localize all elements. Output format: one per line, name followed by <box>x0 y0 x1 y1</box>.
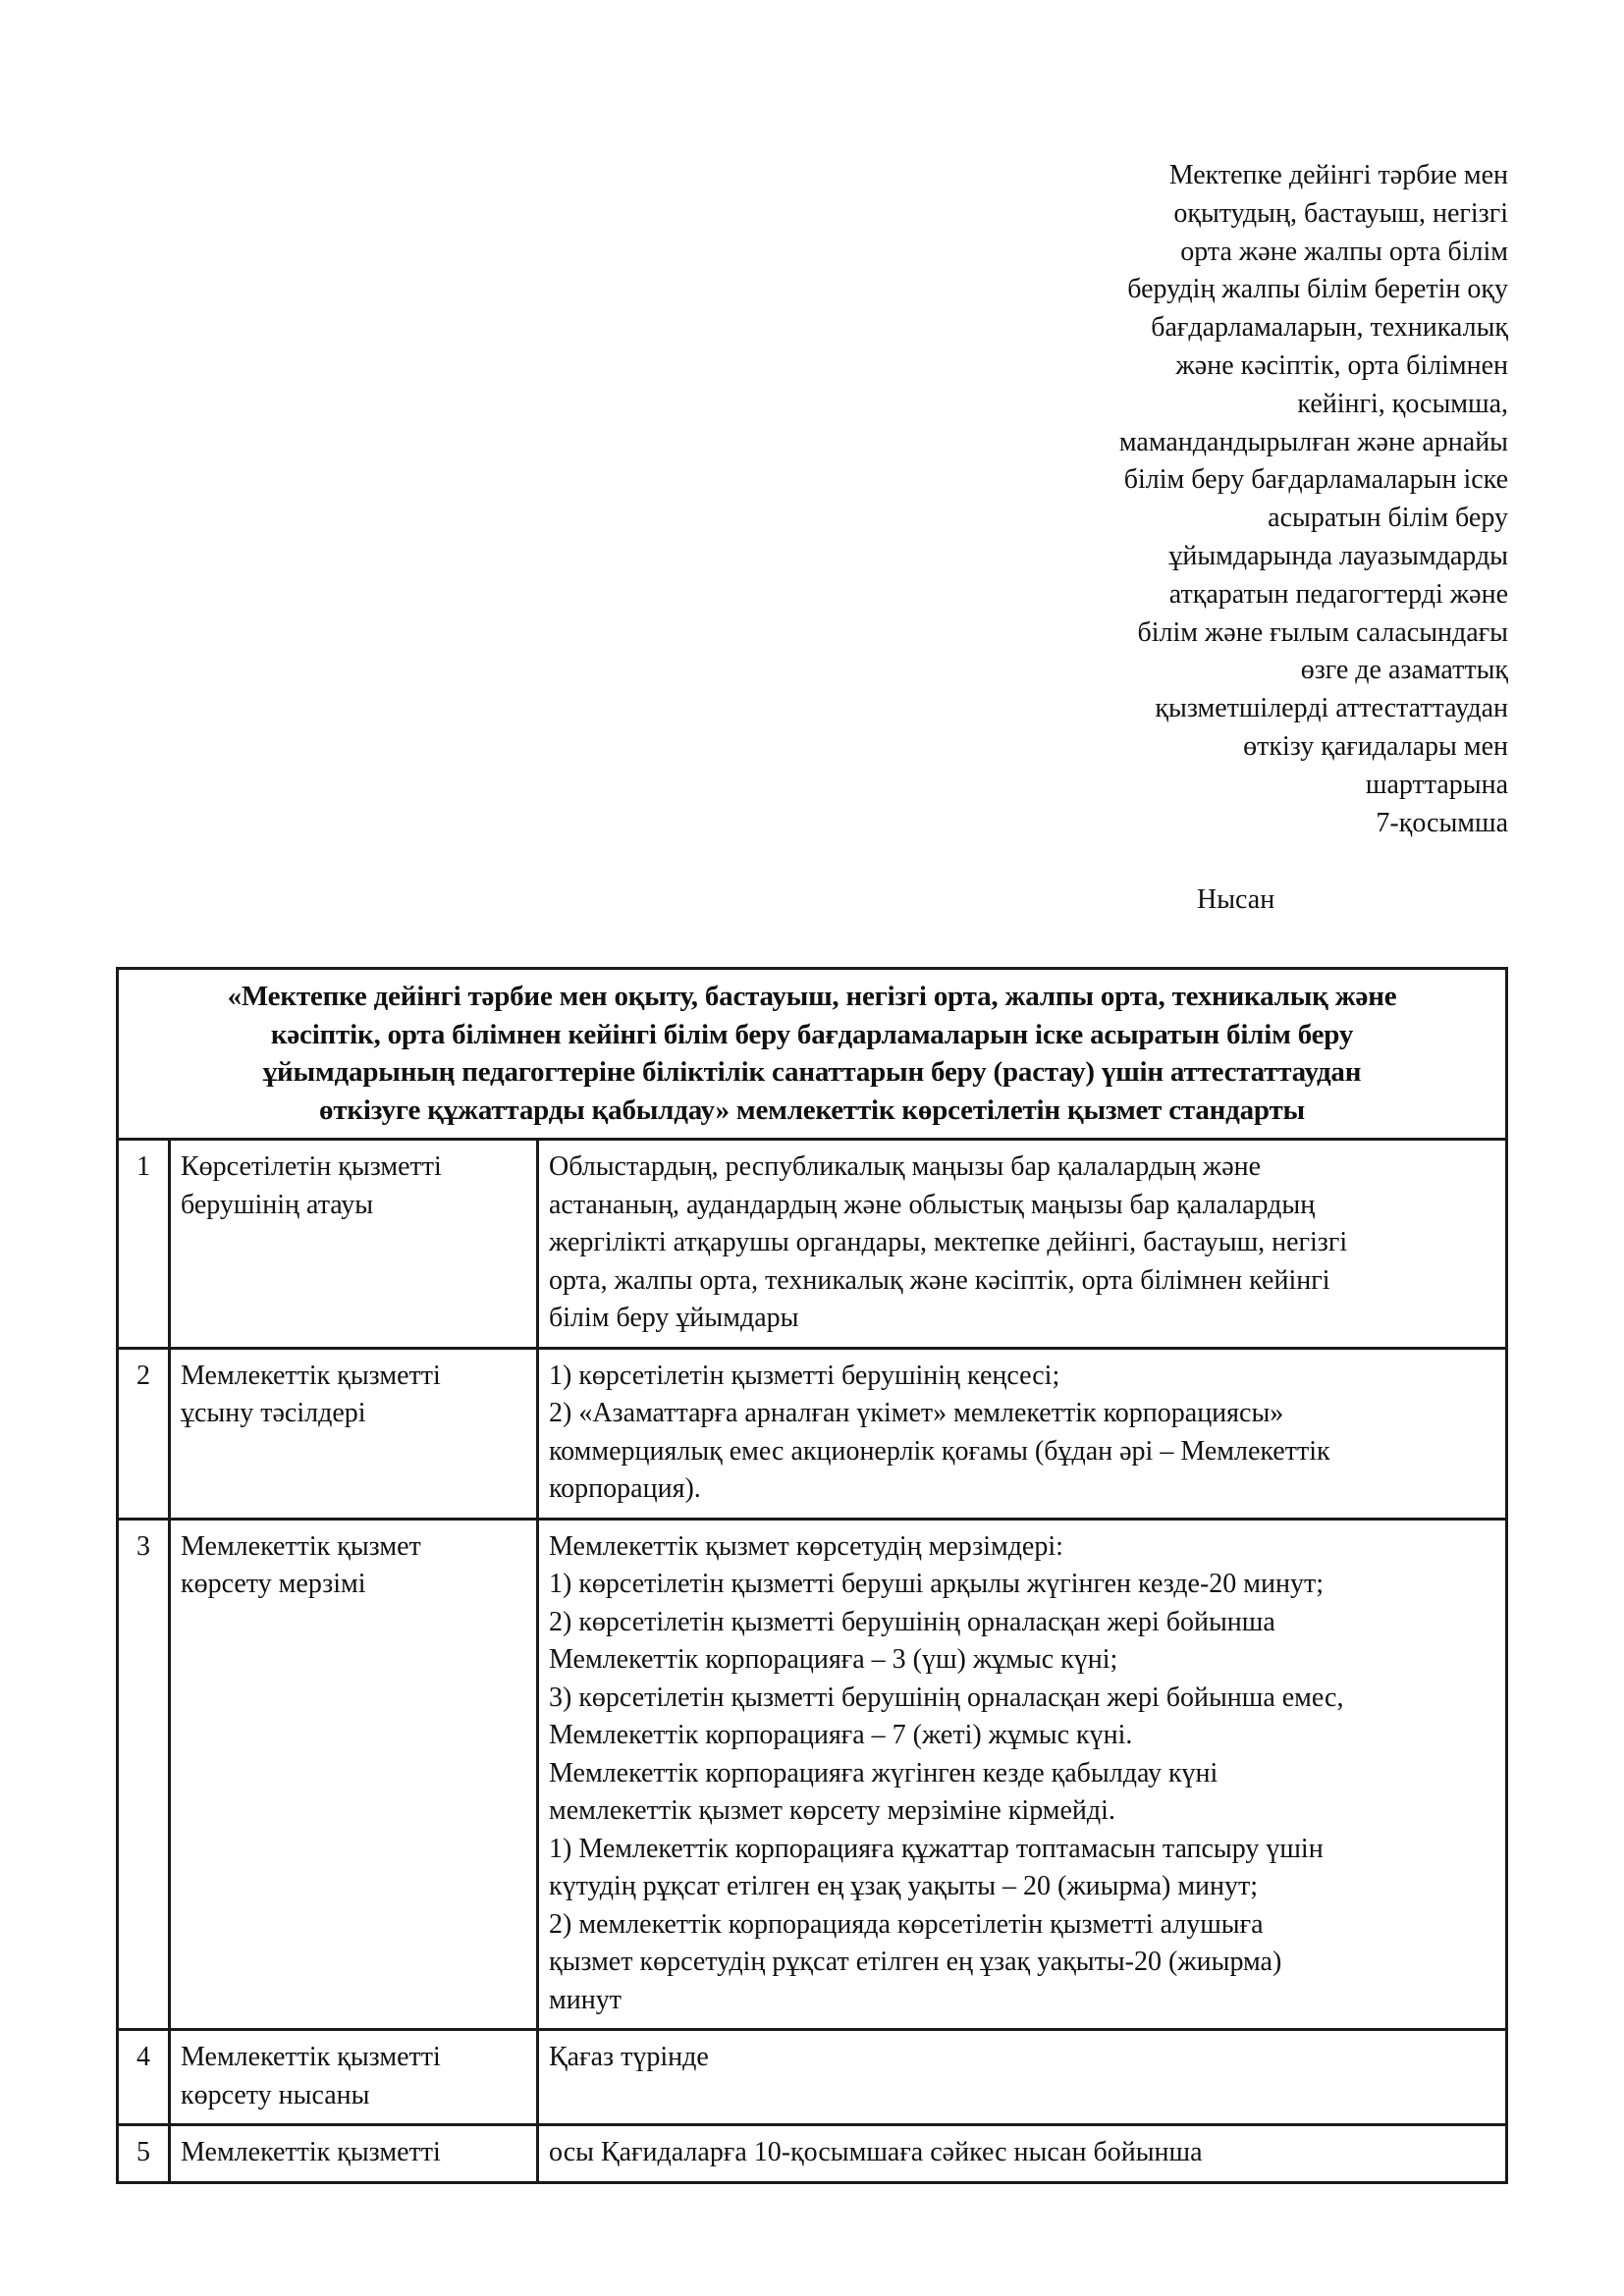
appendix-line: ұйымдарында лауазымдарды <box>1168 540 1508 571</box>
row-name-line: Мемлекеттік қызметті <box>181 1360 441 1391</box>
row-desc-line: 2) мемлекеттік корпорацияда көрсетілетін қызметті алушыға <box>549 1908 1264 1940</box>
appendix-line: білім беру бағдарламаларын іске <box>1123 464 1508 496</box>
appendix-header <box>998 157 1508 842</box>
table-row <box>118 2125 1507 2183</box>
row-desc-line: Облыстардың, республикалық маңызы бар қалалардың және <box>549 1151 1262 1182</box>
row-description <box>538 2125 1507 2183</box>
row-description <box>538 2030 1507 2125</box>
row-name <box>170 2125 538 2183</box>
row-desc-line: 2) көрсетілетін қызметті берушінің орналасқан жері бойынша <box>549 1606 1275 1637</box>
row-desc-line: Мемлекеттік корпорацияға жүгінген кезде қабылдау күні <box>549 1757 1218 1789</box>
row-desc-line: қызмет көрсетудің рұқсат етілген ең ұзақ уақыты-20 (жиырма) <box>549 1947 1282 1977</box>
row-number: 5 <box>118 2125 170 2183</box>
row-desc-line: Мемлекеттік корпорацияға – 7 (жеті) жұмыс күні. <box>549 1720 1133 1750</box>
appendix-line: асыратын білім беру <box>1268 503 1508 534</box>
table-row <box>118 1519 1507 2030</box>
form-label: Нысан <box>1197 884 1275 915</box>
row-number: 4 <box>118 2030 170 2125</box>
row-name <box>170 1519 538 2030</box>
row-desc-line: Қағаз түрінде <box>549 2042 709 2072</box>
appendix-line: атқаратын педагогтерді және <box>1168 578 1508 610</box>
row-name-line: көрсету мерзімі <box>181 1569 366 1599</box>
appendix-line: қызметшілерді аттестаттаудан <box>1155 693 1508 724</box>
table-row <box>118 1348 1507 1519</box>
row-number: 2 <box>118 1348 170 1519</box>
row-desc-line: 2) «Азаматтарға арналған үкімет» мемлекеттік корпорациясы» <box>549 1398 1284 1428</box>
appendix-line: оқытудың, бастауыш, негізгі <box>1173 197 1508 229</box>
row-name-line: Мемлекеттік қызметті <box>181 2042 441 2072</box>
row-name-line: Мемлекеттік қызметті <box>181 2137 441 2167</box>
appendix-line: өткізу қағидалары мен <box>1243 730 1508 762</box>
row-description <box>538 1140 1507 1349</box>
row-number: 1 <box>118 1140 170 1349</box>
row-name-line: берушінің атауы <box>181 1189 374 1220</box>
row-desc-line: 1) Мемлекеттік корпорацияға құжаттар топтамасын тапсыру үшін <box>549 1833 1324 1864</box>
row-desc-line: жергілікті атқарушы органдары, мектепке дейінгі, бастауыш, негізгі <box>549 1227 1348 1257</box>
row-desc-line: 3) көрсетілетін қызметті берушінің орналасқан жері бойынша емес, <box>549 1682 1344 1713</box>
table-row <box>118 1140 1507 1349</box>
row-number: 3 <box>118 1519 170 2030</box>
row-name <box>170 1140 538 1349</box>
service-standard-table <box>116 967 1508 2184</box>
appendix-line: кейінгі, қосымша, <box>1297 388 1508 419</box>
appendix-line: және кәсіптік, орта білімнен <box>1175 349 1508 381</box>
appendix-number: 7-қосымша <box>1376 807 1508 838</box>
table-title-line: «Мектепке дейінгі тәрбие мен оқыту, бастауыш, негізгі орта, жалпы орта, техникалық және <box>227 981 1397 1012</box>
table-title-line: кәсіптік, орта білімнен кейінгі білім беру бағдарламаларын іске асыратын білім беру <box>270 1018 1354 1050</box>
row-desc-line: Мемлекеттік қызмет көрсетудің мерзімдері: <box>549 1530 1063 1562</box>
table-title <box>118 969 1507 1140</box>
row-name <box>170 1348 538 1519</box>
table-title-line: өткізуге құжаттарды қабылдау» мемлекеттік көрсетілетін қызмет стандарты <box>319 1094 1305 1126</box>
appendix-line: Мектепке дейінгі тәрбие мен <box>1168 160 1508 190</box>
row-name-line: көрсету нысаны <box>181 2079 370 2110</box>
row-desc-line: білім беру ұйымдары <box>549 1303 799 1333</box>
row-desc-line: орта, жалпы орта, техникалық және кәсіптік, орта білімнен кейінгі <box>549 1264 1330 1296</box>
row-name-line: Мемлекеттік қызмет <box>181 1530 421 1562</box>
row-description <box>538 1519 1507 2030</box>
row-desc-line: минут <box>549 1984 622 2015</box>
appendix-line: мамандандырылған және арнайы <box>1118 426 1508 457</box>
row-name <box>170 2030 538 2125</box>
row-description <box>538 1348 1507 1519</box>
appendix-line: білім және ғылым саласындағы <box>1137 616 1508 648</box>
row-desc-line: коммерциялық емес акционерлік қоғамы (бұдан әрі – Мемлекеттік <box>549 1435 1330 1467</box>
row-desc-line: 1) көрсетілетін қызметті берушінің кеңсесі; <box>549 1360 1060 1391</box>
row-desc-line: Мемлекеттік корпорацияға – 3 (үш) жұмыс күні; <box>549 1644 1118 1675</box>
appendix-line: орта және жалпы орта білім <box>1180 236 1508 267</box>
row-desc-line: астананың, аудандардың және облыстық маңызы бар қалалардың <box>549 1189 1316 1220</box>
table-title-row <box>118 969 1507 1140</box>
row-name-line: ұсыну тәсілдері <box>181 1398 366 1428</box>
table-row <box>118 2030 1507 2125</box>
appendix-line: шарттарына <box>1365 769 1508 800</box>
row-desc-line: күтудің рұқсат етілген ең ұзақ уақыты – 20 (жиырма) минут; <box>549 1871 1259 1901</box>
row-name-line: Көрсетілетін қызметті <box>181 1151 442 1182</box>
row-desc-line: корпорация). <box>549 1473 701 1504</box>
row-desc-line: 1) көрсетілетін қызметті беруші арқылы жүгінген кезде-20 минут; <box>549 1569 1324 1599</box>
row-desc-line: мемлекеттік қызмет көрсету мерзіміне кірмейді. <box>549 1795 1115 1826</box>
table-title-line: ұйымдарының педагогтеріне біліктілік санаттарын беру (растау) үшін аттестаттаудан <box>262 1056 1362 1088</box>
row-desc-line: осы Қағидаларға 10-қосымшаға сәйкес нысан бойынша <box>549 2137 1203 2167</box>
appendix-line: берудің жалпы білім беретін оқу <box>1127 274 1508 305</box>
appendix-line: бағдарламаларын, техникалық <box>1151 312 1508 344</box>
appendix-line: өзге де азаматтық <box>1300 655 1508 686</box>
